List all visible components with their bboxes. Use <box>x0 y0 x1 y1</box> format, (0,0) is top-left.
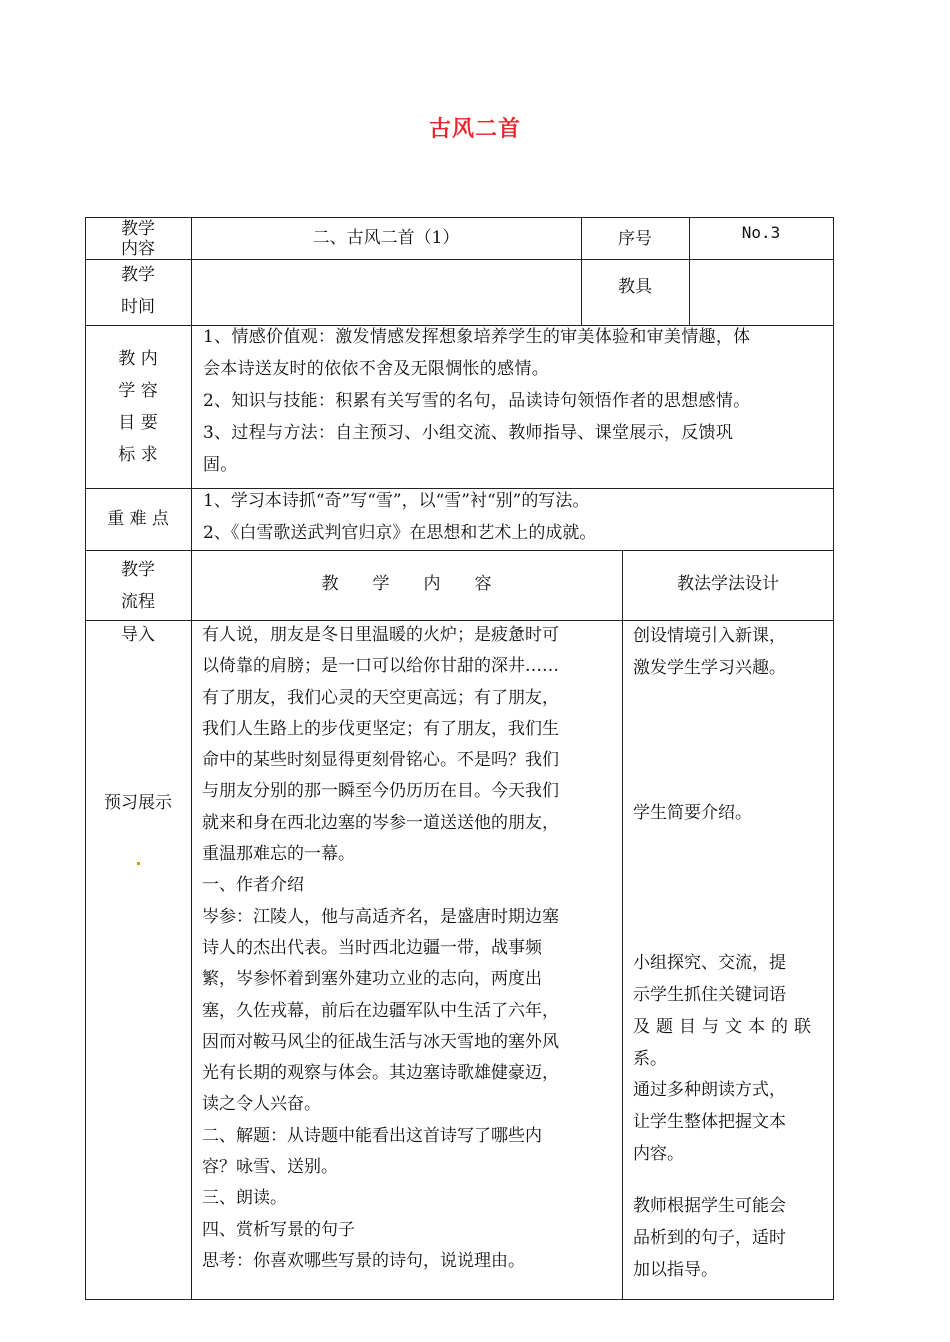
method-line: 加以指导。 <box>633 1260 718 1280</box>
time-label-text: 教学时间 <box>121 265 155 317</box>
content-line: 岑参：江陵人，他与高适齐名，是盛唐时期边塞 <box>202 906 559 927</box>
process-label <box>85 554 191 618</box>
content-line: 四、赏析写景的句子 <box>202 1219 355 1240</box>
content-line: 二、解题：从诗题中能看出这首诗写了哪些内 <box>202 1125 542 1146</box>
objectives-label-line: 标 求 <box>118 445 158 465</box>
seq-label: 序号 <box>618 229 652 249</box>
content-line: 就来和身在西北边塞的岑参一道送送他的朋友， <box>202 812 559 833</box>
flow-content <box>202 620 620 1277</box>
method-line: 教师根据学生可能会 <box>633 1196 786 1216</box>
column-divider <box>622 550 623 1300</box>
process-content-header: 教 学 内 容 <box>321 574 492 594</box>
process-method-header: 教法学法设计 <box>677 574 779 594</box>
method-line: 让学生整体把握文本 <box>633 1112 786 1132</box>
objectives-label-line: 教 内 <box>118 349 158 369</box>
content-line: 有人说，朋友是冬日里温暖的火炉；是疲惫时可 <box>202 625 559 645</box>
table-border-right <box>833 217 834 1300</box>
content-label <box>85 219 191 259</box>
content-line: 一、作者介绍 <box>202 875 304 896</box>
content-line: 以倚靠的肩膀；是一口可以给你甘甜的深井…… <box>202 656 559 677</box>
objective-line: 会本诗送友时的依依不舍及无限惆怅的感情。 <box>203 359 549 379</box>
method-block-2 <box>633 797 831 829</box>
content-line: 光有长期的观察与体会。其边塞诗歌雄健豪迈， <box>202 1063 559 1084</box>
stray-mark <box>137 862 140 865</box>
content-label-text: 教学内容 <box>121 219 155 259</box>
content-line: 诗人的杰出代表。当时西北边疆一带，战事频 <box>202 937 542 958</box>
method-line: 学生简要介绍。 <box>633 803 752 823</box>
objective-line: 3、过程与方法：自主预习、小组交流、教师指导、课堂展示，反馈巩 <box>203 423 734 443</box>
lesson-plan-table <box>85 217 834 1300</box>
table-border-bottom <box>85 1299 834 1300</box>
content-line: 命中的某些时刻显得更刻骨铭心。不是吗？我们 <box>202 750 559 771</box>
row-divider <box>85 259 834 260</box>
column-divider <box>191 217 192 1300</box>
content-line: 思考：你喜欢哪些写景的诗句，说说理由。 <box>202 1250 525 1271</box>
method-line: 激发学生学习兴趣。 <box>633 658 786 678</box>
method-line: 品析到的句子，适时 <box>633 1228 786 1248</box>
objectives-text <box>203 321 828 481</box>
document-title: 古风二首 <box>428 117 521 142</box>
objectives-label <box>85 343 191 471</box>
key-point-line: 1、学习本诗抓“奇”写“雪”，以“雪”衬“别”的写法。 <box>203 491 590 511</box>
time-label <box>85 259 191 323</box>
method-line: 系。 <box>633 1049 667 1069</box>
content-line: 繁，岑参怀着到塞外建功立业的志向，两度出 <box>202 969 542 990</box>
content-line: 三、朗读。 <box>202 1188 287 1209</box>
method-block-3 <box>633 947 831 1075</box>
content-line: 读之令人兴奋。 <box>202 1094 321 1115</box>
content-line: 有了朋友，我们心灵的天空更高远；有了朋友， <box>202 687 559 708</box>
content-line: 因而对鞍马风尘的征战生活与冰天雪地的塞外风 <box>202 1031 559 1052</box>
objectives-label-line: 学 容 <box>118 381 158 401</box>
key-point-line: 2、《白雪歌送武判官归京》在思想和艺术上的成就。 <box>203 523 597 543</box>
content-line: 容？咏雪、送别。 <box>202 1157 338 1178</box>
key-points-label: 重 难 点 <box>107 509 169 529</box>
objective-line: 1、情感价值观：激发情感发挥想象培养学生的审美体验和审美情趣，体 <box>203 327 751 347</box>
objective-line: 固。 <box>203 455 238 475</box>
key-points-text <box>203 485 828 549</box>
content-line: 我们人生路上的步伐更坚定；有了朋友，我们生 <box>202 718 559 739</box>
row-divider <box>85 550 834 551</box>
objective-line: 2、知识与技能：积累有关写雪的名句，品读诗句领悟作者的思想感情。 <box>203 391 751 411</box>
method-line: 内容。 <box>633 1144 684 1164</box>
tools-label: 教具 <box>618 277 652 297</box>
stage-intro: 导入 <box>121 625 155 645</box>
content-value: 二、古风二首（1） <box>312 228 460 248</box>
method-block-5 <box>633 1190 831 1286</box>
method-line: 通过多种朗读方式， <box>633 1080 786 1100</box>
seq-value: No.3 <box>741 223 781 242</box>
process-label-line: 教学 <box>121 560 155 580</box>
process-label-line: 流程 <box>121 592 155 612</box>
content-line: 与朋友分别的那一瞬至今仍历历在目。今天我们 <box>202 781 559 802</box>
method-line: 小组探究、交流，提 <box>633 953 786 973</box>
method-block-4 <box>633 1074 831 1170</box>
stage-preview: 预习展示 <box>104 793 172 813</box>
content-line: 塞，久佐戎幕，前后在边疆军队中生活了六年， <box>202 1000 559 1021</box>
method-line: 示学生抓住关键词语 <box>633 985 786 1005</box>
objectives-label-line: 目 要 <box>118 413 158 433</box>
method-line: 创设情境引入新课， <box>633 626 786 646</box>
method-block-1 <box>633 620 831 684</box>
method-line: 及题目与文本的联 <box>633 1017 817 1037</box>
content-line: 重温那难忘的一幕。 <box>202 844 355 865</box>
